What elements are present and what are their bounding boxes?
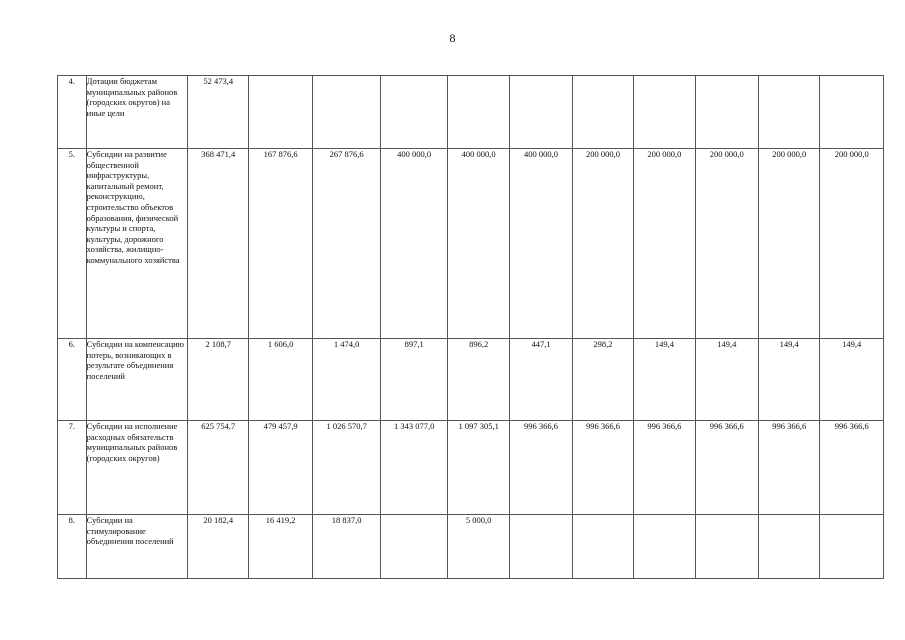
value-cell: 368 471,4 [187, 149, 248, 339]
value-cell: 897,1 [381, 339, 448, 421]
table-body [58, 76, 884, 579]
row-title: Субсидии на компенсацию потерь, возникающих в результате объединения поселений [86, 339, 187, 421]
value-cell: 200 000,0 [572, 149, 633, 339]
row-title: Субсидии на развитие общественной инфраструктуры, капитальный ремонт, реконструкцию, строительство объектов образования, физической культуры и спорта, культуры, дорожного хозяйства, жилищно-коммунального хозяйства [86, 149, 187, 339]
value-cell: 996 366,6 [510, 421, 572, 515]
table-row [58, 339, 884, 421]
value-cell: 1 026 570,7 [312, 421, 381, 515]
value-cell: 996 366,6 [695, 421, 758, 515]
value-cell [695, 515, 758, 579]
value-cell: 1 343 077,0 [381, 421, 448, 515]
value-cell [249, 76, 312, 149]
value-cell [381, 76, 448, 149]
value-cell: 1 606,0 [249, 339, 312, 421]
value-cell [634, 515, 695, 579]
value-cell: 625 754,7 [187, 421, 248, 515]
row-number: 7. [58, 421, 87, 515]
value-cell: 5 000,0 [447, 515, 509, 579]
value-cell [759, 76, 820, 149]
value-cell: 996 366,6 [572, 421, 633, 515]
value-cell: 996 366,6 [634, 421, 695, 515]
row-number: 5. [58, 149, 87, 339]
row-number: 4. [58, 76, 87, 149]
value-cell: 18 837,0 [312, 515, 381, 579]
value-cell: 400 000,0 [381, 149, 448, 339]
value-cell: 149,4 [634, 339, 695, 421]
value-cell [381, 515, 448, 579]
value-cell: 200 000,0 [759, 149, 820, 339]
value-cell: 996 366,6 [759, 421, 820, 515]
value-cell [510, 515, 572, 579]
value-cell: 298,2 [572, 339, 633, 421]
value-cell: 200 000,0 [820, 149, 884, 339]
value-cell: 149,4 [759, 339, 820, 421]
value-cell: 1 097 305,1 [447, 421, 509, 515]
table-row [58, 515, 884, 579]
value-cell: 149,4 [820, 339, 884, 421]
value-cell: 400 000,0 [510, 149, 572, 339]
value-cell: 52 473,4 [187, 76, 248, 149]
value-cell [634, 76, 695, 149]
row-number: 6. [58, 339, 87, 421]
value-cell: 447,1 [510, 339, 572, 421]
value-cell: 996 366,6 [820, 421, 884, 515]
page-number: 8 [449, 31, 456, 45]
value-cell: 167 876,6 [249, 149, 312, 339]
value-cell: 1 474,0 [312, 339, 381, 421]
budget-table [57, 75, 884, 579]
table-row [58, 421, 884, 515]
value-cell [820, 515, 884, 579]
value-cell: 267 876,6 [312, 149, 381, 339]
value-cell [447, 76, 509, 149]
value-cell [695, 76, 758, 149]
value-cell: 400 000,0 [447, 149, 509, 339]
row-title: Субсидии на исполнение расходных обязательств муниципальных районов (городских округов) [86, 421, 187, 515]
row-number: 8. [58, 515, 87, 579]
table-row [58, 149, 884, 339]
value-cell [312, 76, 381, 149]
value-cell: 149,4 [695, 339, 758, 421]
value-cell: 20 182,4 [187, 515, 248, 579]
value-cell [820, 76, 884, 149]
value-cell: 200 000,0 [634, 149, 695, 339]
table-row [58, 76, 884, 149]
value-cell: 16 419,2 [249, 515, 312, 579]
value-cell [572, 76, 633, 149]
value-cell: 2 108,7 [187, 339, 248, 421]
value-cell: 200 000,0 [695, 149, 758, 339]
value-cell [510, 76, 572, 149]
value-cell: 896,2 [447, 339, 509, 421]
value-cell [572, 515, 633, 579]
row-title: Дотации бюджетам муниципальных районов (городских округов) на иные цели [86, 76, 187, 149]
row-title: Субсидии на стимулирование объединения поселений [86, 515, 187, 579]
value-cell: 479 457,9 [249, 421, 312, 515]
value-cell [759, 515, 820, 579]
